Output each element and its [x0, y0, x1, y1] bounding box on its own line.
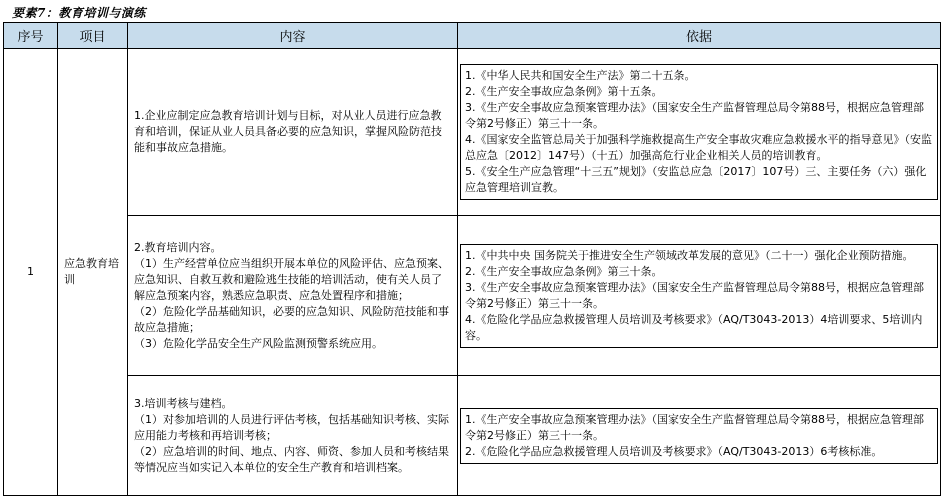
table-row	[4, 49, 941, 216]
table-row	[4, 376, 941, 496]
content-text: （2）危险化学品基础知识，必要的应急知识、风险防范技能和事故应急措施；	[134, 304, 449, 334]
content-cell	[128, 216, 458, 376]
content-text: （2）应急培训的时间、地点、内容、师资、参加人员和考核结果等情况应当如实记入本单位的安全生产教育和培训档案。	[134, 444, 449, 474]
row-index: 1	[4, 49, 58, 496]
basis-cell	[458, 49, 941, 216]
requirements-table	[3, 22, 941, 496]
basis-text: 1.《生产安全事故应急预案管理办法》（国家安全生产监督管理总局令第88号，根据应急管理部令第2号修正）第三十一条。	[465, 412, 924, 442]
basis-text: 4.《危险化学品应急救援管理人员培训及考核要求》（AQ/T3043-2013）4培训要求、5培训内容。	[465, 312, 923, 342]
basis-text: 3.《生产安全事故应急预案管理办法》（国家安全生产监督管理总局令第88号，根据应急管理部令第2号修正）第三十一条。	[465, 101, 924, 130]
section-title: 要素7：教育培训与演练	[12, 6, 146, 20]
header-basis: 依据	[458, 23, 941, 49]
basis-cell	[458, 216, 941, 376]
table-header-row	[4, 23, 941, 49]
table-row	[4, 216, 941, 376]
basis-text: 2.《生产安全事故应急条例》第十五条。	[465, 85, 663, 98]
basis-text: 4.《国家安全监管总局关于加强科学施救提高生产安全事故灾难应急救援水平的指导意见》（安监总应急〔2012〕147号）（十五）加强高危行业企业相关人员的培训教育。	[465, 133, 932, 162]
basis-box	[460, 408, 938, 464]
basis-text: 2.《生产安全事故应急条例》第三十条。	[465, 264, 663, 278]
content-text: （3）危险化学品安全生产风险监测预警系统应用。	[134, 336, 383, 350]
content-cell	[128, 376, 458, 496]
header-item: 项目	[58, 23, 128, 49]
basis-text: 3.《生产安全事故应急预案管理办法》（国家安全生产监督管理总局令第88号，根据应急管理部令第2号修正）第三十一条。	[465, 280, 924, 310]
basis-text: 1.《中共中央 国务院关于推进安全生产领域改革发展的意见》（二十一）强化企业预防措施。	[465, 248, 914, 262]
basis-text: 5.《安全生产应急管理“十三五”规划》（安监总应急〔2017〕107号）三、主要任务（六）强化应急管理培训宣教。	[465, 165, 927, 194]
basis-text: 2.《危险化学品应急救援管理人员培训及考核要求》（AQ/T3043-2013）6考核标准。	[465, 444, 883, 458]
header-index: 序号	[4, 23, 58, 49]
basis-cell	[458, 376, 941, 496]
content-text: （1）对参加培训的人员进行评估考核，包括基础知识考核、实际应用能力考核和再培训考核；	[134, 412, 449, 442]
content-text: 1.企业应制定应急教育培训计划与目标，对从业人员进行应急教育和培训，保证从业人员具备必要的应急知识，掌握风险防范技能和事故应急措施。	[134, 109, 442, 154]
row-item: 应急教育培训	[58, 49, 128, 496]
content-text: （1）生产经营单位应当组织开展本单位的风险评估、应急预案、应急知识、自救互救和避险逃生技能的培训活动，使有关人员了解应急预案内容，熟悉应急职责、应急处置程序和措施；	[134, 256, 449, 302]
content-cell	[128, 49, 458, 216]
basis-box	[460, 244, 938, 348]
content-text: 3.培训考核与建档。	[134, 396, 233, 410]
content-text: 2.教育培训内容。	[134, 240, 222, 254]
basis-box	[460, 64, 938, 200]
header-content: 内容	[128, 23, 458, 49]
basis-text: 1.《中华人民共和国安全生产法》第二十五条。	[465, 69, 696, 82]
